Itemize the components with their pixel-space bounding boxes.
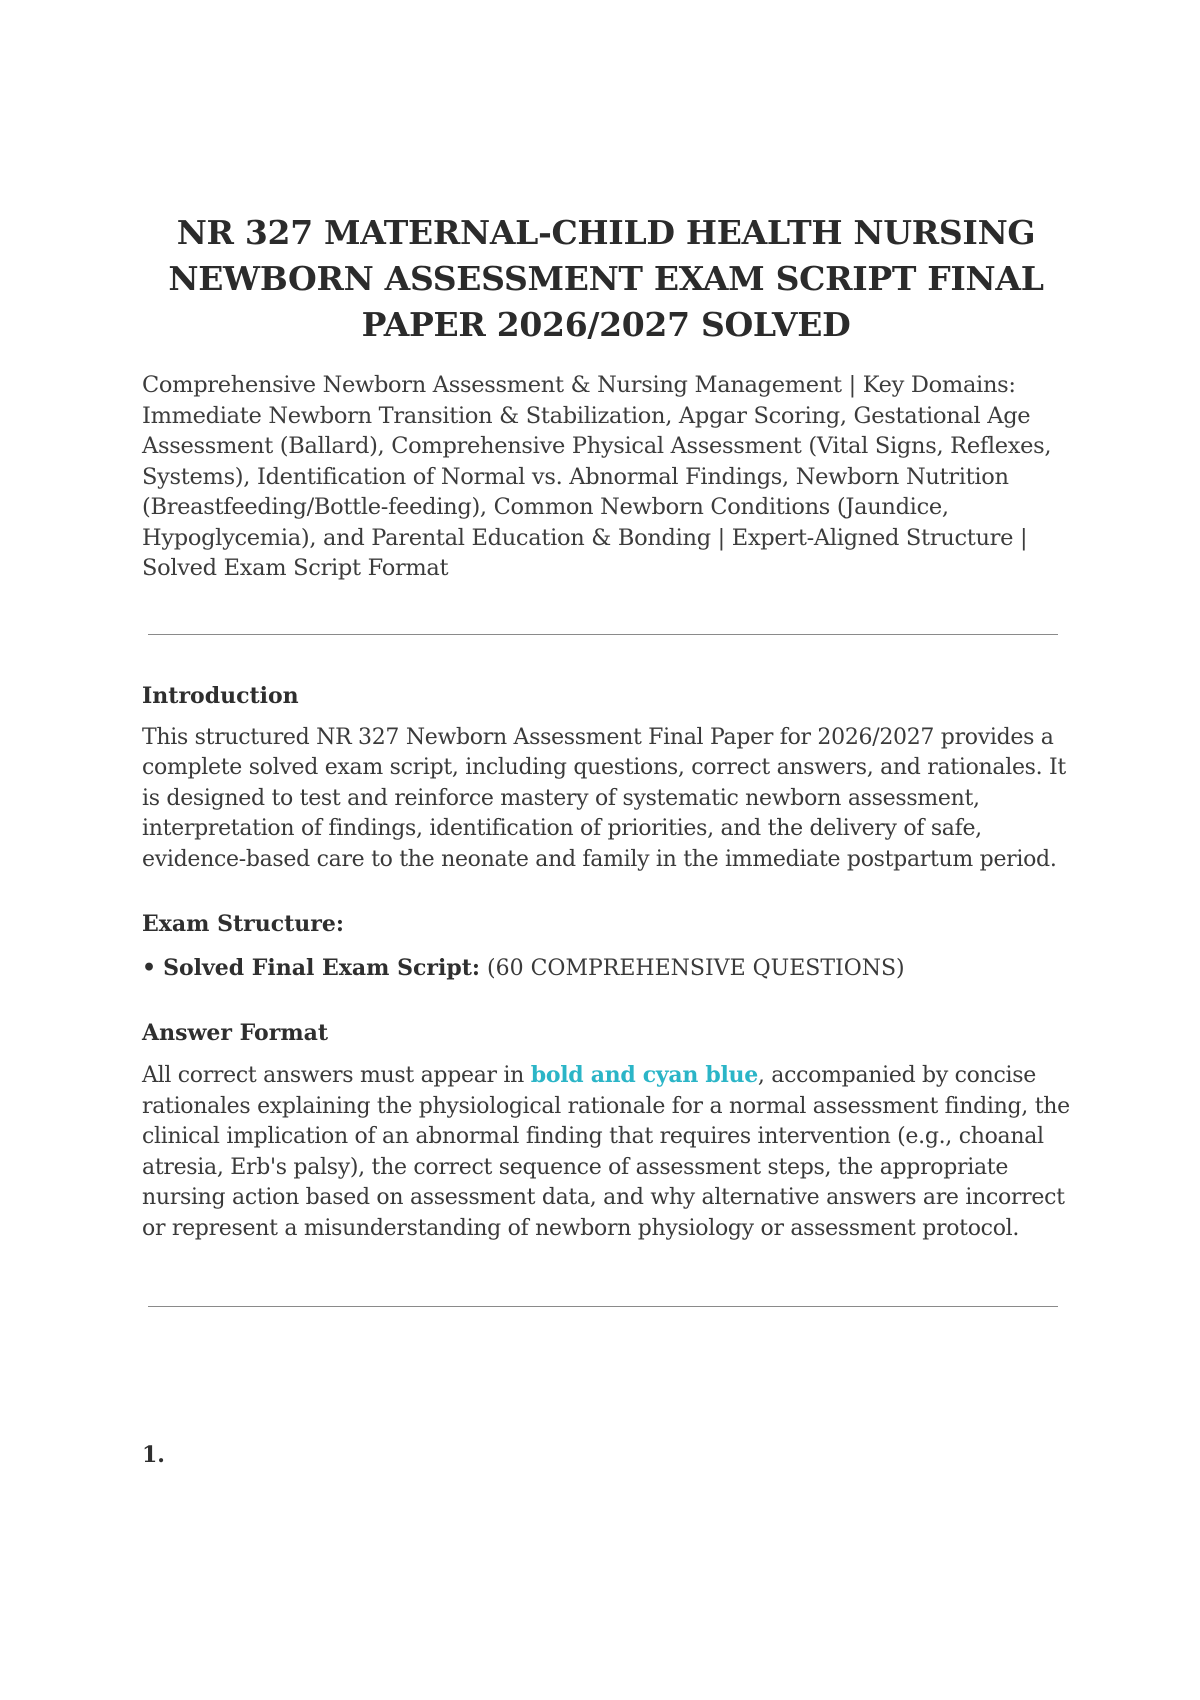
document-subtitle: Comprehensive Newborn Assessment & Nursing Management | Key Domains: Immediate Newborn Transition & Stabilization, Apgar Scoring, Gestational Age Assessment (Ballard), Comprehensive Physical Assessment (Vital Signs, Reflexes, Systems), Identification of Normal vs. Abnormal Findings, Newborn Nutrition (Breastfeeding/Bottle-feeding), Common Newborn Conditions (Jaundice, Hypoglycemia), and Parental Education & Bonding | Expert-Aligned Structure | Solved Exam Script Format [142,372,1052,581]
answer-format-body-start: All correct answers must appear in [142,1063,531,1088]
divider-bottom [148,1306,1058,1307]
exam-structure-item [142,953,1070,984]
answer-format-body [142,1060,1070,1244]
bullet-glyph: • [142,955,157,981]
introduction-body: This structured NR 327 Newborn Assessment Final Paper for 2026/2027 provides a complete solved exam script, including questions, correct answers, and rationales. It is designed to test and reinforce mastery of systematic newborn assessment, interpretation of findings, identification of priorities, and the delivery of safe, evidence-based care to the neonate and family in the immediate postpartum period. [142,724,1066,872]
introduction-heading: Introduction [142,682,299,709]
exam-structure-item-value: (60 COMPREHENSIVE QUESTIONS) [487,956,905,981]
answer-format-body-end: , accompanied by concise rationales explaining the physiological rationale for a normal assessment finding, the clinical implication of an abnormal finding that requires intervention (e.g., choanal atresia, Erb's palsy), the correct sequence of assessment steps, the appropriate nursing action based on assessment data, and why alternative answers are incorrect or represent a misunderstanding of newborn physiology or assessment protocol. [142,1063,1070,1241]
divider-top [148,634,1058,635]
exam-structure-item-label: Solved Final Exam Script: [163,955,481,981]
answer-format-heading: Answer Format [142,1020,329,1046]
question-number: 1. [142,1442,165,1468]
answer-format-highlight: bold and cyan blue [530,1062,758,1088]
exam-structure-heading: Exam Structure: [142,911,344,937]
document-title: NR 327 MATERNAL-CHILD HEALTH NURSING NEWBORN ASSESSMENT EXAM SCRIPT FINAL PAPER 2026/2027 SOLVED [168,213,1044,344]
